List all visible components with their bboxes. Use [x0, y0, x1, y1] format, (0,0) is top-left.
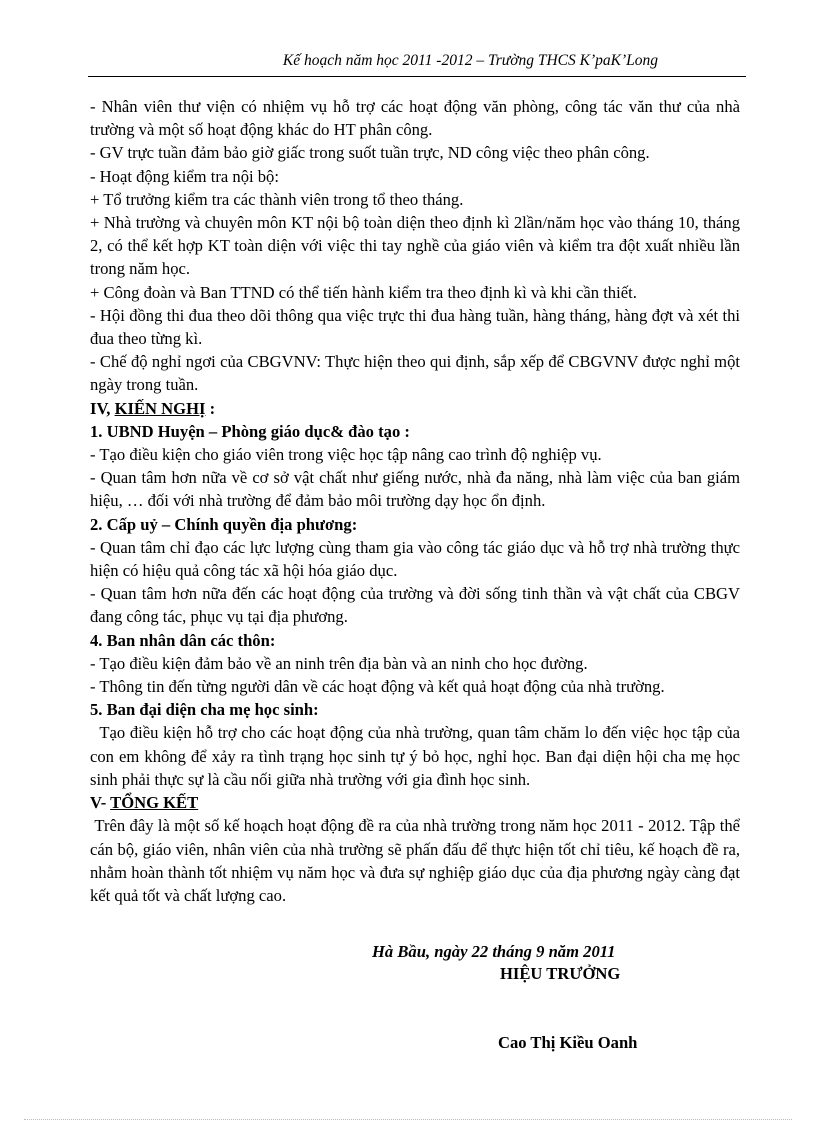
signature-title: HIỆU TRƯỞNG — [500, 964, 621, 983]
subheading: 4. Ban nhân dân các thôn: — [90, 630, 276, 650]
paragraph: - Chế độ nghỉ ngơi của CBGVNV: Thực hiện theo qui định, sắp xếp để CBGVNV được nghỉ một ngày trong tuần. — [90, 352, 740, 395]
footer-rule — [24, 1119, 792, 1120]
list-item: Tạo điều kiện hỗ trợ cho các hoạt động của nhà trường, quan tâm chăm lo đến việc học tập của con em không để xảy ra tình trạng học sinh tự ý bỏ học, nghỉ học. Ban đại diện hội cha mẹ học sinh phải thực sự là cầu nối giữa nhà trường với gia đình học sinh. — [90, 723, 745, 789]
page-header: Kế hoạch năm học 2011 -2012 – Trường THCS K’paK’Long — [282, 52, 658, 69]
section-title: TỔNG KẾT — [110, 793, 199, 813]
subheading: 5. Ban đại diện cha mẹ học sinh: — [90, 700, 319, 720]
header-rule — [88, 76, 746, 77]
paragraph: + Công đoàn và Ban TTND có thể tiến hành kiểm tra theo định kì và khi cần thiết. — [90, 282, 637, 302]
list-item: - Thông tin đến từng người dân về các hoạt động và kết quả hoạt động của nhà trường. — [90, 677, 665, 697]
paragraph: - Nhân viên thư viện có nhiệm vụ hỗ trợ các hoạt động văn phòng, công tác văn thư của nhà trường và một số hoạt động khác do HT phân công. — [90, 97, 740, 140]
list-item: - Quan tâm hơn nữa đến các hoạt động của trường và đời sống tinh thần và vật chất của CBGV đang công tác, phục vụ tại địa phương. — [90, 584, 740, 627]
section-heading-recommendations — [90, 397, 740, 420]
paragraph: - GV trực tuần đảm bảo giờ giấc trong suốt tuần trực, ND công việc theo phân công. — [90, 143, 650, 163]
signature-name: Cao Thị Kiều Oanh — [498, 1033, 638, 1052]
list-item: - Quan tâm chỉ đạo các lực lượng cùng tham gia vào công tác giáo dục và hỗ trợ nhà trường thực hiện có hiệu quả công tác xã hội hóa giáo dục. — [90, 537, 740, 581]
subheading: 2. Cấp uỷ – Chính quyền địa phương: — [90, 514, 358, 534]
signature-date: Hà Bầu, ngày 22 tháng 9 năm 2011 — [372, 942, 616, 961]
section-title: KIẾN NGHỊ — [114, 398, 206, 418]
section-number: V- — [90, 793, 111, 813]
document-body — [90, 95, 745, 907]
section-heading-summary — [90, 791, 740, 814]
subheading: 1. UBND Huyện – Phòng giáo dục& đào tạo : — [90, 421, 410, 441]
list-item: - Tạo điều kiện đảm bảo về an ninh trên địa bàn và an ninh cho học đường. — [90, 653, 588, 673]
list-item: - Tạo điều kiện cho giáo viên trong việc học tập nâng cao trình độ nghiệp vụ. — [90, 445, 602, 465]
paragraph: - Hội đồng thi đua theo dõi thông qua việc trực thi đua hàng tuần, hàng tháng, hàng đợt và xét thi đua theo từng kì. — [90, 305, 740, 349]
summary-paragraph: Trên đây là một số kế hoạch hoạt động đề ra của nhà trường trong năm học 2011 - 2012. Tập thể cán bộ, giáo viên, nhân viên của nhà trường sẽ phấn đấu để thực hiện tốt chỉ tiêu, kế hoạch đề ra, nhằm hoàn thành tốt nhiệm vụ năm học và đưa sự nghiệp giáo dục của địa phương ngày càng đạt kết quả tốt và chất lượng cao. — [90, 816, 745, 905]
section-suffix: : — [205, 398, 216, 418]
list-item: - Quan tâm hơn nữa về cơ sở vật chất như giếng nước, nhà đa năng, nhà làm việc của ban giám hiệu, … đối với nhà trường để đảm bảo môi trường dạy học ổn định. — [90, 468, 740, 511]
paragraph: + Tổ trưởng kiểm tra các thành viên trong tổ theo tháng. — [90, 189, 464, 209]
paragraph: + Nhà trường và chuyên môn KT nội bộ toàn diện theo định kì 2lần/năm học vào tháng 10, tháng 2, có thể kết hợp KT toàn diện với việc thi tay nghề của giáo viên và kiểm tra đột xuất nhiều lần trong năm học. — [90, 213, 740, 279]
paragraph: - Hoạt động kiểm tra nội bộ: — [90, 166, 279, 186]
section-number: IV, — [90, 398, 115, 418]
